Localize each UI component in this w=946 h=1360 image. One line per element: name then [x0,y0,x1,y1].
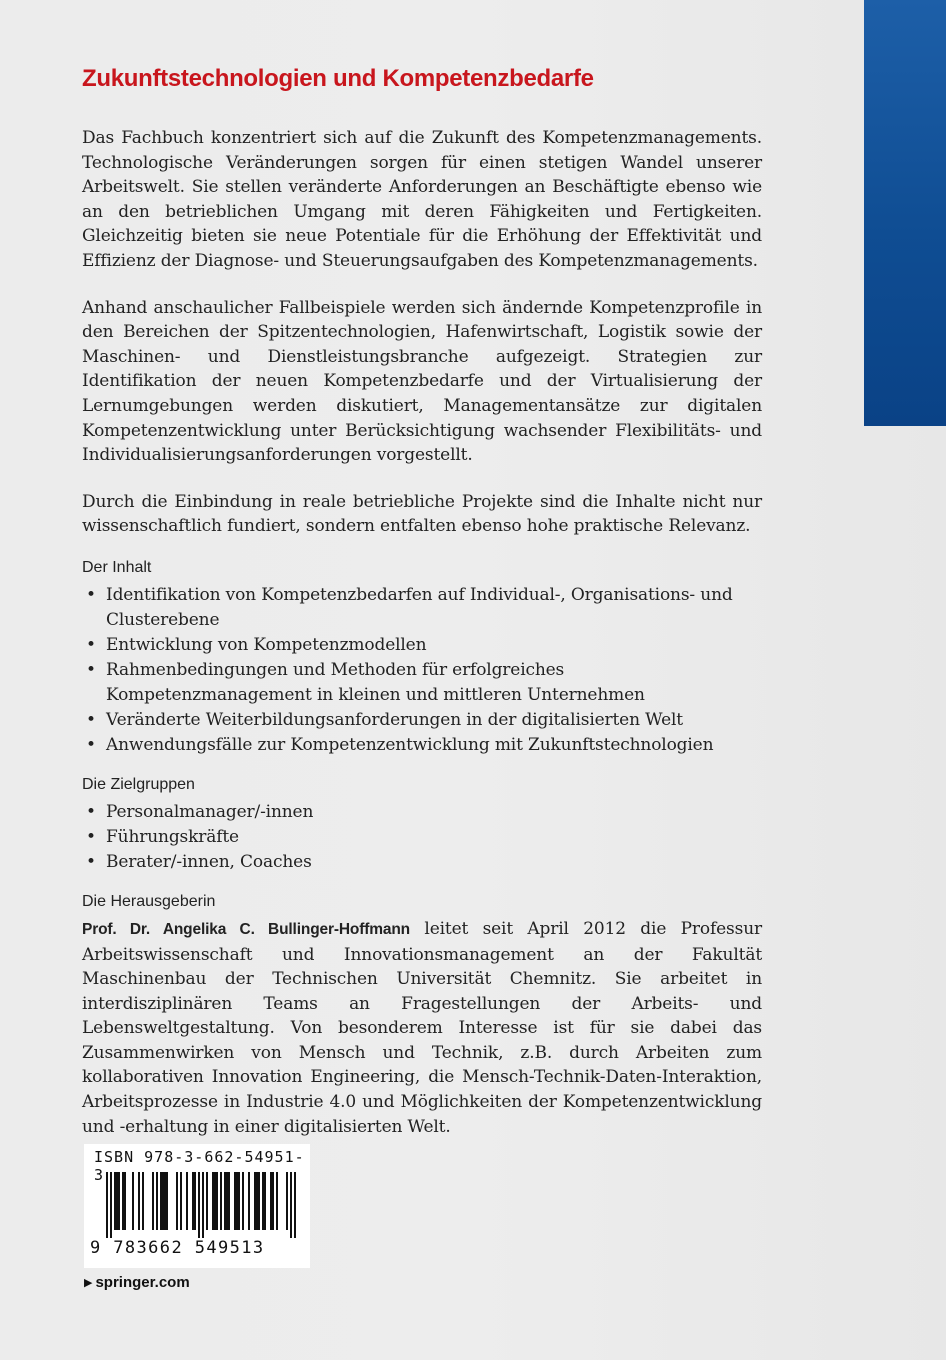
list-item: • Entwicklung von Kompetenzmodellen [82,633,762,658]
barcode-bar [164,1172,166,1230]
barcode-bar [220,1172,222,1230]
barcode-bar [224,1172,226,1230]
barcode-bar [214,1172,216,1230]
list-item: • Identifikation von Kompetenzbedarfen auf Individual-, Organisations- und Clusterebene [82,583,762,633]
barcode-bar [264,1172,266,1230]
back-cover-content [82,62,762,1139]
barcode-bar [270,1172,272,1230]
editor-name: Prof. Dr. Angelika C. Bullinger-Hoffmann [82,920,410,938]
barcode-bar [234,1172,236,1230]
inhalt-list [82,583,762,758]
barcode-bar [152,1172,154,1230]
editor-bio [82,917,762,1139]
publisher-link[interactable] [84,1274,190,1291]
barcode-bar [192,1172,194,1230]
barcode-bar [138,1172,140,1230]
book-title: Zukunftstechnologien und Kompetenzbedarfe [82,65,594,92]
barcode-bar [124,1172,126,1230]
herausgeberin-heading: Die Herausgeberin [82,892,216,910]
barcode-bar [106,1172,108,1238]
barcode-bar [206,1172,208,1230]
blue-accent-band [864,0,946,426]
barcode-bar [114,1172,116,1230]
barcode-bar [194,1172,196,1230]
barcode-bar [242,1172,244,1230]
barcode-bar [256,1172,258,1230]
inhalt-heading: Der Inhalt [82,558,152,576]
list-item: • Veränderte Weiterbildungsanforderungen in der digitalisierten Welt [82,708,762,733]
editor-bio-text: leitet seit April 2012 die Professur Arbeitswissenschaft und Innovationsmanagement an der Fakultät Maschinenbau der Technischen Universität Chemnitz. Sie arbeitet in interdisziplinären Teams an Fragestellungen der Arbeits- und Lebensweltgestaltung. Von besonderem Interesse ist für sie dabei das Zusammenwirken von Mensch und Technik, z.B. durch Arbeiten zum kollaborativen Innovation Engineering, die Mensch-Technik-Daten-Interaktion, Arbeitsprozesse in Industrie 4.0 und Möglichkeiten der Kompetenzentwicklung und -erhaltung in einer digitalisierten Welt. [82,918,762,1137]
barcode-bar [262,1172,264,1230]
barcode-bar [212,1172,214,1230]
triangle-right-icon: ▶ [84,1277,93,1289]
barcode-bar [254,1172,256,1230]
relevance-paragraph: Durch die Einbindung in reale betriebliche Projekte sind die Inhalte nicht nur wissenschaftlich fundiert, sondern entfalten ebenso hohe praktische Relevanz. [82,491,762,537]
barcode-bar [226,1172,228,1230]
isbn-label: ISBN 978-3-662-54951-3 [94,1148,305,1184]
barcode-bar [180,1172,182,1230]
list-item: • Anwendungsfälle zur Kompetenzentwicklung mit Zukunftstechnologien [82,733,762,758]
barcode-bar [294,1172,296,1238]
barcode-bar [276,1172,278,1230]
ean-digits: 9 783662 549513 [90,1238,265,1258]
barcode-bar [258,1172,260,1230]
isbn-barcode [84,1144,310,1268]
list-item: • Rahmenbedingungen und Methoden für erfolgreiches Kompetenzmanagement in kleinen und mittleren Unternehmen [82,658,762,708]
barcode-bar [272,1172,274,1230]
barcode-bars [84,1172,310,1238]
barcode-bar [166,1172,168,1230]
barcode-bar [248,1172,250,1230]
barcode-bar [122,1172,124,1230]
barcode-bar [162,1172,164,1230]
barcode-bar [290,1172,292,1238]
barcode-bar [176,1172,178,1230]
publisher-url: springer.com [95,1274,190,1291]
barcode-bar [198,1172,200,1238]
barcode-bar [142,1172,144,1230]
barcode-bar [228,1172,230,1230]
barcode-bar [286,1172,288,1230]
barcode-bar [160,1172,162,1230]
barcode-bar [236,1172,238,1230]
barcode-bar [118,1172,120,1230]
list-item: • Führungskräfte [82,825,762,850]
barcode-bar [238,1172,240,1230]
barcode-bar [132,1172,134,1230]
barcode-bar [202,1172,204,1238]
barcode-bar [216,1172,218,1230]
barcode-bar [186,1172,188,1230]
list-item: • Personalmanager/-innen [82,800,762,825]
zielgruppen-heading: Die Zielgruppen [82,775,195,793]
barcode-bar [156,1172,158,1230]
list-item: • Berater/-innen, Coaches [82,850,762,875]
barcode-bar [116,1172,118,1230]
zielgruppen-list [82,800,762,875]
barcode-bar [110,1172,112,1238]
cases-paragraph: Anhand anschaulicher Fallbeispiele werden sich ändernde Kompetenzprofile in den Bereichen der Spitzentechnologien, Hafenwirtschaft, Logistik sowie der Maschinen- und Dienstleistungsbranche aufgezeigt. Strategien zur Identifikation der neuen Kompetenzbedarfe und der Virtualisierung der Lernumgebungen werden diskutiert, Managementansätze zur digitalen Kompetenzentwicklung unter Berücksichtigung wachsender Flexibilitäts- und Individualisierungsanforderungen vorgestellt. [82,297,762,466]
intro-paragraph: Das Fachbuch konzentriert sich auf die Zukunft des Kompetenzmanagements. Technologische Veränderungen sorgen für einen stetigen Wandel unserer Arbeitswelt. Sie stellen veränderte Anforderungen an Beschäftigte ebenso wie an den betrieblichen Umgang mit deren Fähigkeiten und Fertigkeiten. Gleichzeitig bieten sie neue Potentiale für die Erhöhung der Effektivität und Effizienz der Diagnose- und Steuerungsaufgaben des Kompetenzmanagements. [82,128,762,271]
